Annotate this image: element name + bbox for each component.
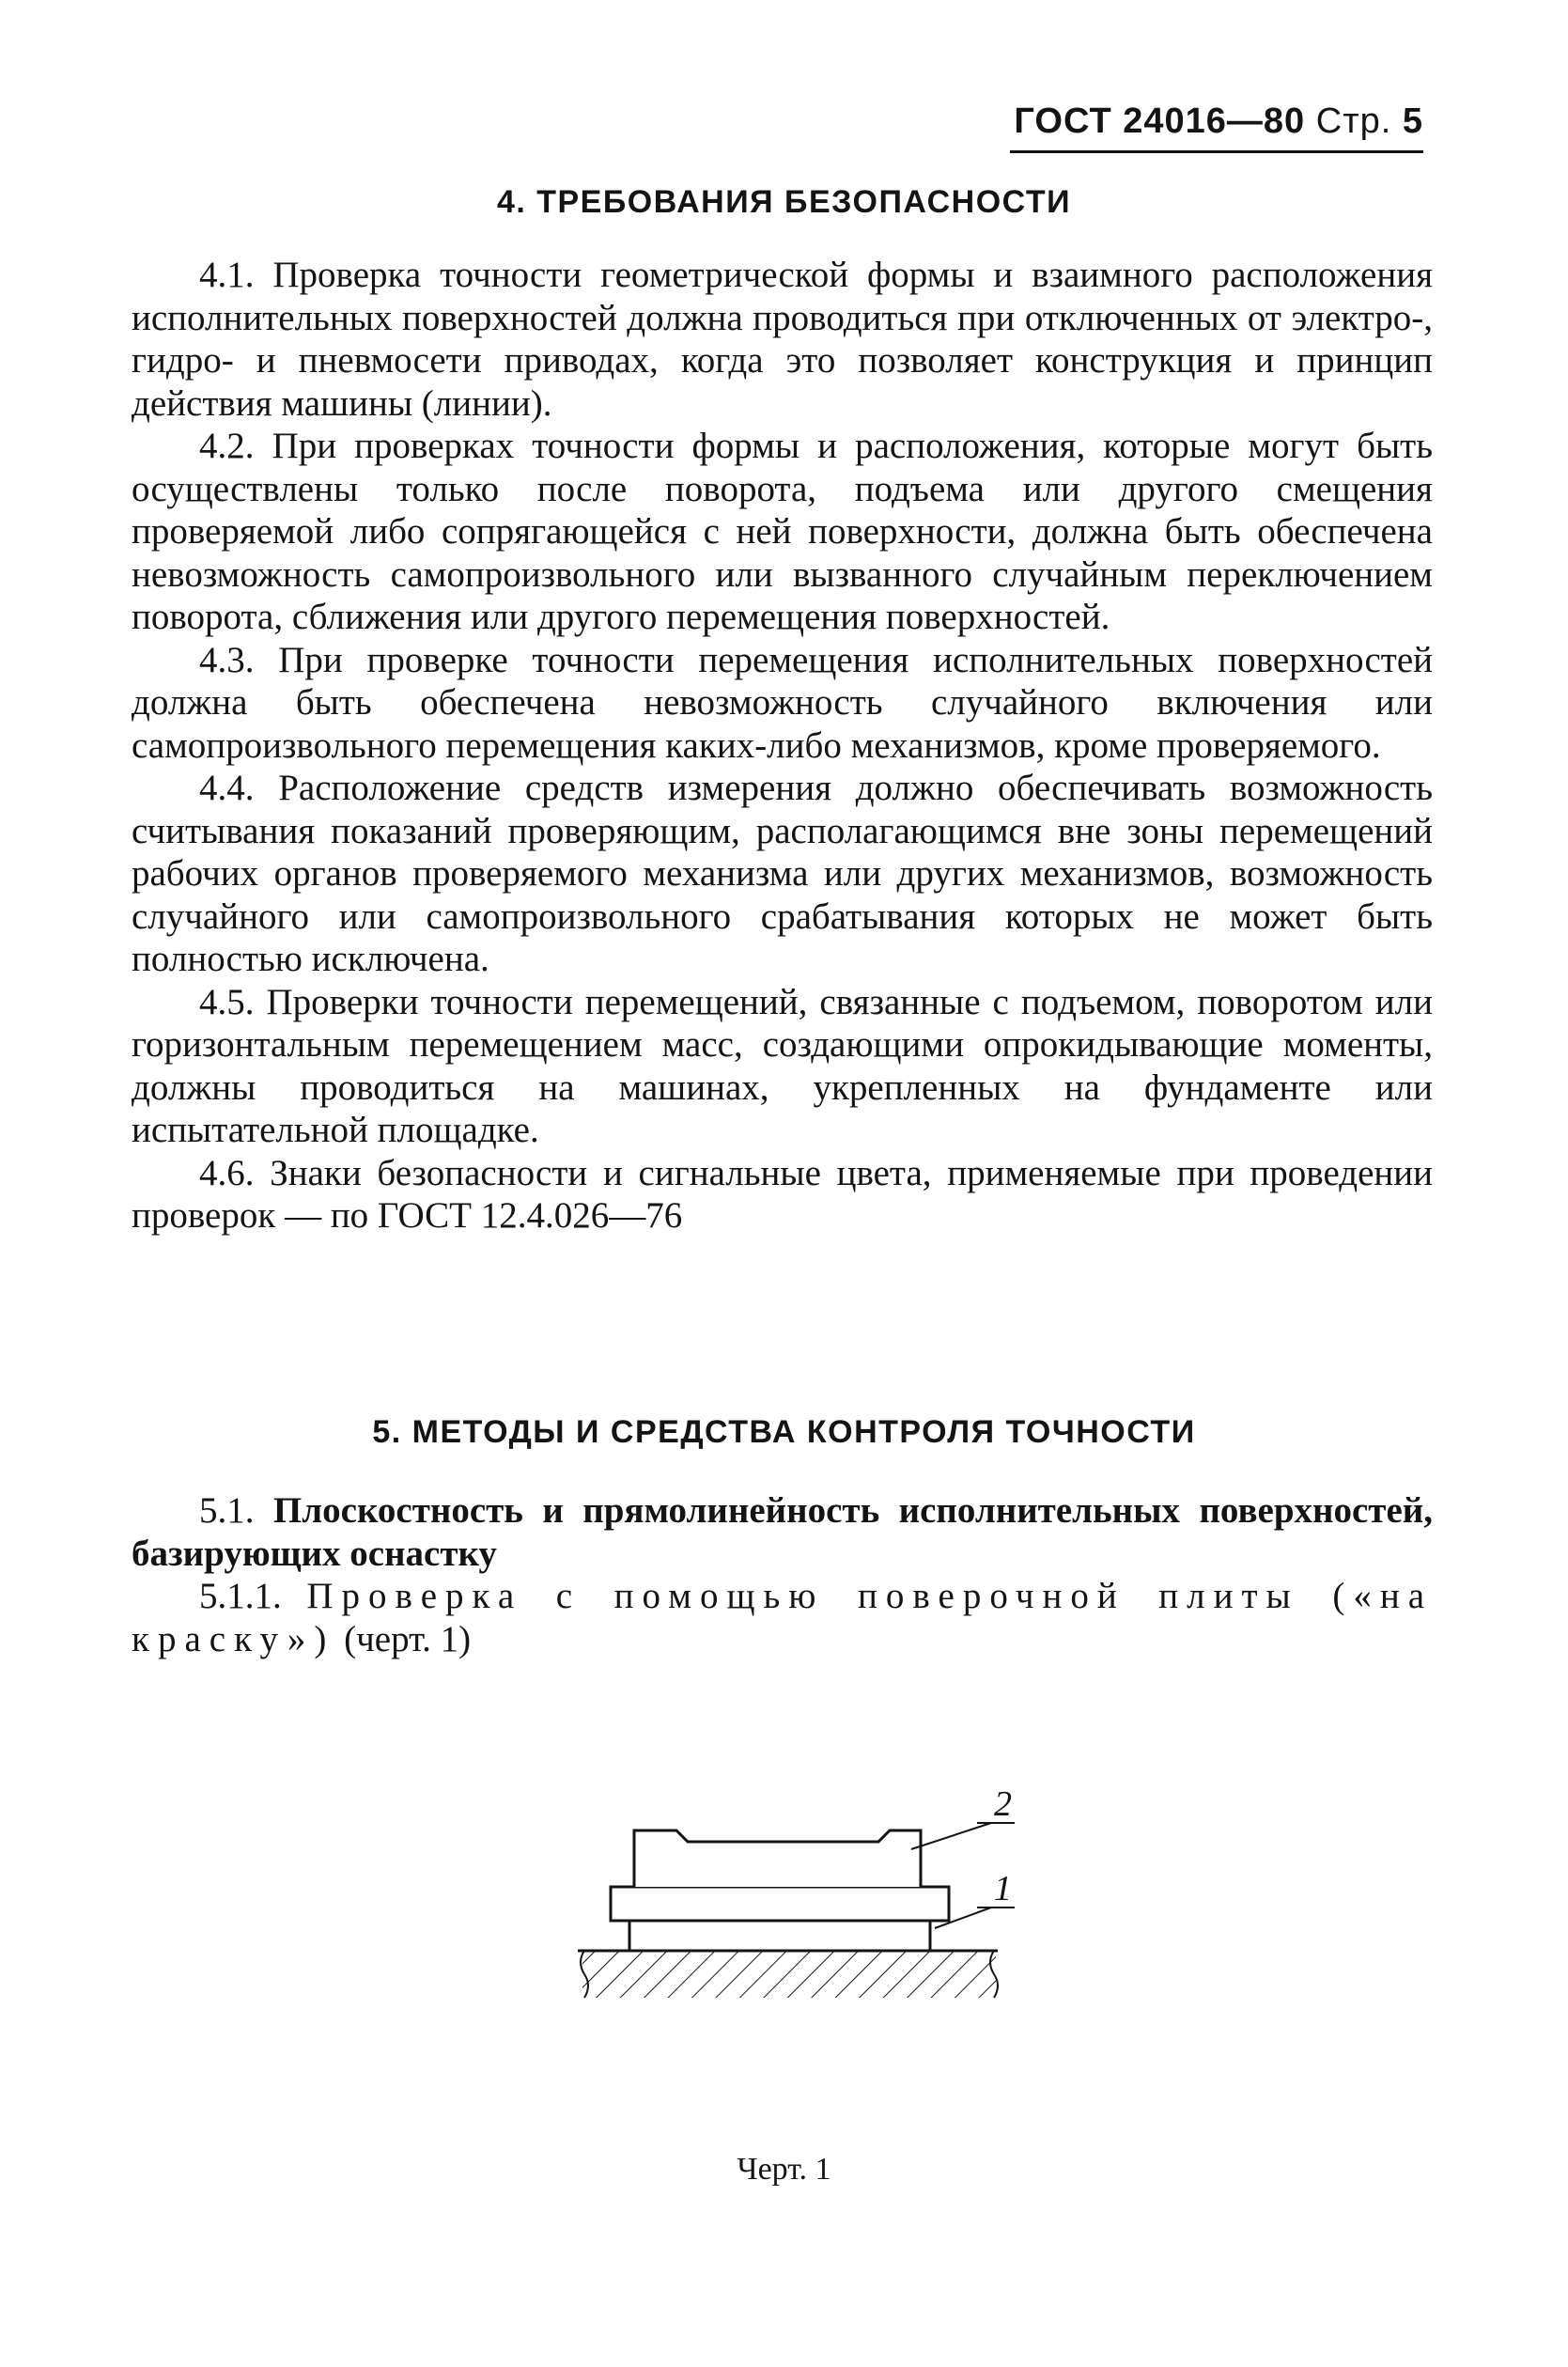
paragraph-number: 4.3. — [199, 639, 255, 680]
paragraph-number: 4.6. — [199, 1152, 255, 1193]
callout-label-1: 1 — [994, 1869, 1012, 1908]
paragraph-heading: Плоскостность и прямолинейность исполнительных поверхностей, базирующих оснастку — [132, 1490, 1433, 1574]
paragraph-spaced-text: Проверка с помощью поверочной плиты («на краску») — [132, 1576, 1434, 1659]
figure-1-drawing — [564, 1767, 1015, 2030]
paragraph-5-1 — [132, 1489, 1433, 1575]
paragraph-number: 4.2. — [199, 426, 255, 466]
header-rule — [1010, 150, 1423, 153]
paragraph-5-1-1 — [132, 1575, 1433, 1660]
paragraph-4-6 — [132, 1152, 1433, 1238]
section-4-body — [132, 254, 1433, 1238]
section-5-body — [132, 1489, 1433, 1660]
paragraph-text: При проверке точности перемещения исполнительных поверхностей должна быть обеспечена невозможность случайного включения или самопроизвольного перемещения каких-либо механизмов, кроме проверяемого. — [132, 639, 1434, 766]
page-number: 5 — [1402, 101, 1423, 141]
paragraph-text: Проверка точности геометрической формы и взаимного расположения исполнительных поверхностей должна проводиться при отключенных от электро-, гидро- и пневмосети приводах, когда это позволяет конструкция и принцип действия машины (линии). — [132, 255, 1434, 424]
foundation-hatch — [582, 1951, 996, 1998]
paragraph-text: Расположение средств измерения должно обеспечивать возможность считывания показаний проверяющим, располагающимся вне зоны перемещений рабочих органов проверяемого механизма или других механизмов, возможность случайного или самопроизвольного срабатывания которых не может быть полностью исключена. — [132, 768, 1434, 979]
surface-plate — [611, 1887, 949, 1921]
paragraph-text: Знаки безопасности и сигнальные цвета, применяемые при проведении проверок — по ГОСТ 12.4.026—76 — [132, 1152, 1434, 1236]
page-header — [977, 101, 1423, 158]
paragraph-4-1 — [132, 254, 1433, 425]
paragraph-text: Проверки точности перемещений, связанные с подъемом, поворотом или горизонтальным перемещением масс, создающими опрокидывающие моменты, должны проводиться на машинах, укрепленных на фундаменте или испытательной площадке. — [132, 981, 1434, 1150]
figure-caption: Черт. 1 — [737, 2152, 831, 2187]
base-support — [629, 1921, 930, 1951]
section-5-title: 5. МЕТОДЫ И СРЕДСТВА КОНТРОЛЯ ТОЧНОСТИ — [372, 1414, 1196, 1450]
paragraph-4-2 — [132, 425, 1433, 639]
paragraph-number: 5.1. — [199, 1490, 255, 1531]
paragraph-4-4 — [132, 767, 1433, 981]
checked-part — [634, 1830, 921, 1887]
paragraph-number: 4.1. — [199, 255, 255, 295]
paragraph-number: 5.1.1. — [199, 1576, 282, 1616]
section-4-title: 4. ТРЕБОВАНИЯ БЕЗОПАСНОСТИ — [496, 184, 1072, 220]
paragraph-number: 4.4. — [199, 768, 255, 808]
callout-label-2: 2 — [994, 1784, 1012, 1824]
standard-number: ГОСТ 24016—80 — [1014, 101, 1306, 141]
paragraph-text: При проверках точности формы и расположения, которые могут быть осуществлены только после поворота, подъема или другого смещения проверяемой либо сопрягающейся с ней поверхности, должна быть обеспечена невозможность самопроизвольного или вызванного случайным переключением поворота, сближения или другого перемещения поверхностей. — [132, 426, 1433, 637]
paragraph-4-5 — [132, 981, 1433, 1152]
drawing-reference: (черт. 1) — [344, 1618, 472, 1659]
paragraph-number: 4.5. — [199, 981, 255, 1022]
page-label: Стр. — [1315, 101, 1392, 141]
paragraph-4-3 — [132, 639, 1433, 768]
leader-line-2 — [911, 1823, 991, 1849]
